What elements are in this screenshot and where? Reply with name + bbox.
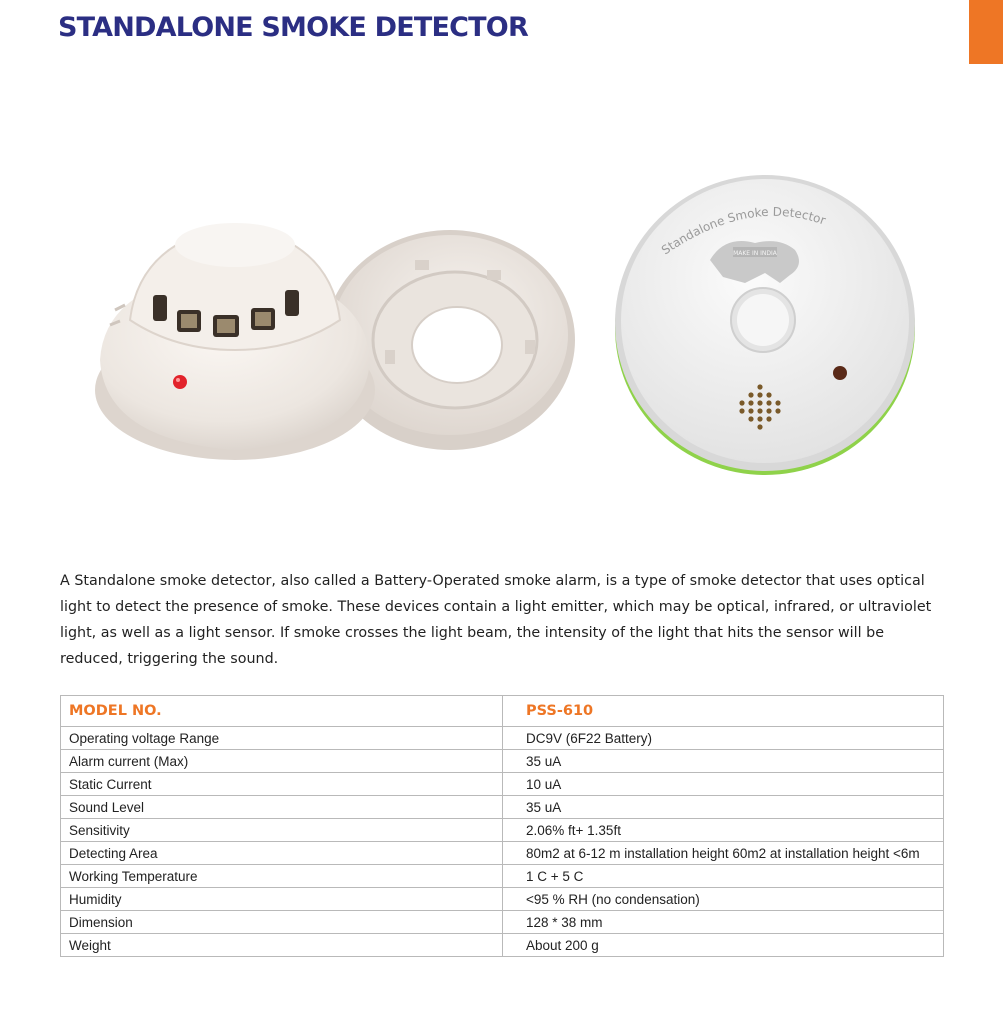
spec-row [61,796,944,819]
spec-value: 35 uA [503,750,944,773]
spec-label: Weight [61,934,503,957]
spec-value: About 200 g [503,934,944,957]
spec-label: Working Temperature [61,865,503,888]
spec-label: Dimension [61,911,503,934]
spec-header-value: PSS-610 [503,696,944,727]
detector-label-text: Standalone Smoke Detector [658,204,828,258]
corner-accent-tab [969,0,1003,64]
spec-header-row [61,696,944,727]
spec-row [61,773,944,796]
spec-value: 10 uA [503,773,944,796]
spec-label: Alarm current (Max) [61,750,503,773]
spec-label: Operating voltage Range [61,727,503,750]
spec-row [61,934,944,957]
spec-row [61,750,944,773]
spec-row [61,819,944,842]
spec-row [61,865,944,888]
spec-value: <95 % RH (no condensation) [503,888,944,911]
spec-value: DC9V (6F22 Battery) [503,727,944,750]
spec-value: 1 C + 5 C [503,865,944,888]
spec-value: 35 uA [503,796,944,819]
spec-label: Humidity [61,888,503,911]
spec-row [61,727,944,750]
spec-label: Static Current [61,773,503,796]
spec-row [61,888,944,911]
spec-header-label: MODEL NO. [61,696,503,727]
spec-value: 80m2 at 6-12 m installation height 60m2 at installation height <6m [503,842,944,865]
product-description: A Standalone smoke detector, also called a Battery-Operated smoke alarm, is a type of smoke detector that uses optical light to detect the presence of smoke. These devices contain a light emitter, which may be optical, infrared, or ultraviolet light, as well as a light sensor. If smoke crosses the light beam, the intensity of the light that hits the sensor will be reduced, triggering the sound. [60,573,932,667]
standalone-smoke-detector-photo [605,165,925,485]
page-title: STANDALONE SMOKE DETECTOR [58,12,528,43]
spec-label: Sensitivity [61,819,503,842]
spec-label: Sound Level [61,796,503,819]
make-in-india-logo-text: MAKE IN INDIA [733,250,777,257]
spec-value: 128 * 38 mm [503,911,944,934]
ceiling-smoke-detector-with-base-photo [95,200,585,475]
spec-row [61,911,944,934]
spec-label: Detecting Area [61,842,503,865]
spec-table [60,695,944,957]
spec-row [61,842,944,865]
spec-value: 2.06% ft+ 1.35ft [503,819,944,842]
